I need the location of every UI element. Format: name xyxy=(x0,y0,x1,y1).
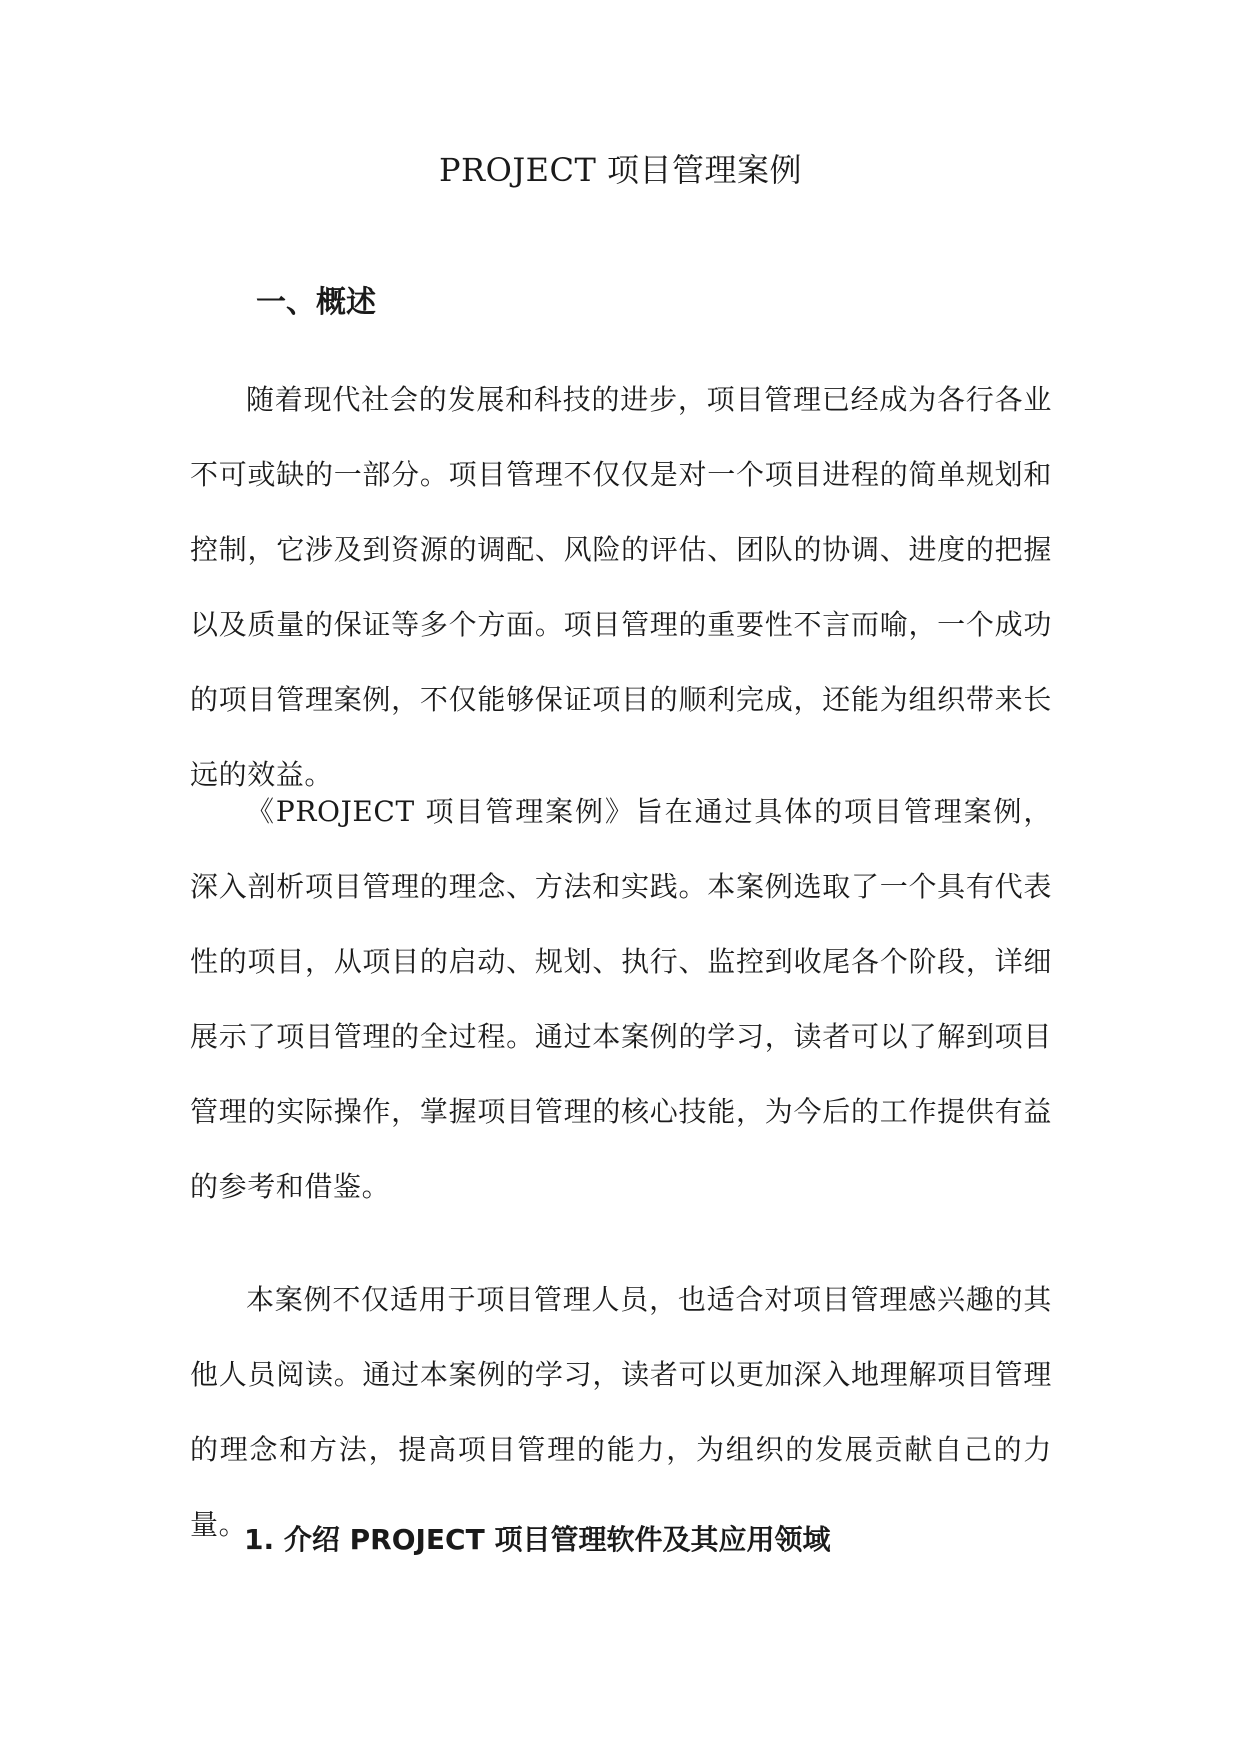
subsection-heading-1: 1. 介绍 PROJECT 项目管理软件及其应用领域 xyxy=(244,1523,831,1556)
paragraph-3: 本案例不仅适用于项目管理人员，也适合对项目管理感兴趣的其他人员阅读。通过本案例的学习，读者可以更加深入地理解项目管理的理念和方法，提高项目管理的能力，为组织的发展贡献自己的力量。 xyxy=(190,1283,1052,1541)
document-title: PROJECT 项目管理案例 xyxy=(438,151,803,189)
paragraph-2: 《PROJECT 项目管理案例》旨在通过具体的项目管理案例，深入剖析项目管理的理念、方法和实践。本案例选取了一个具有代表性的项目，从项目的启动、规划、执行、监控到收尾各个阶段，详细展示了项目管理的全过程。通过本案例的学习，读者可以了解到项目管理的实际操作，掌握项目管理的核心技能，为今后的工作提供有益的参考和借鉴。 xyxy=(190,795,1052,1203)
section-heading-overview: 一、概述 xyxy=(256,285,376,320)
paragraph-1: 随着现代社会的发展和科技的进步，项目管理已经成为各行各业不可或缺的一部分。项目管理不仅仅是对一个项目进程的简单规划和控制，它涉及到资源的调配、风险的评估、团队的协调、进度的把握以及质量的保证等多个方面。项目管理的重要性不言而喻，一个成功的项目管理案例，不仅能够保证项目的顺利完成，还能为组织带来长远的效益。 xyxy=(190,383,1052,791)
